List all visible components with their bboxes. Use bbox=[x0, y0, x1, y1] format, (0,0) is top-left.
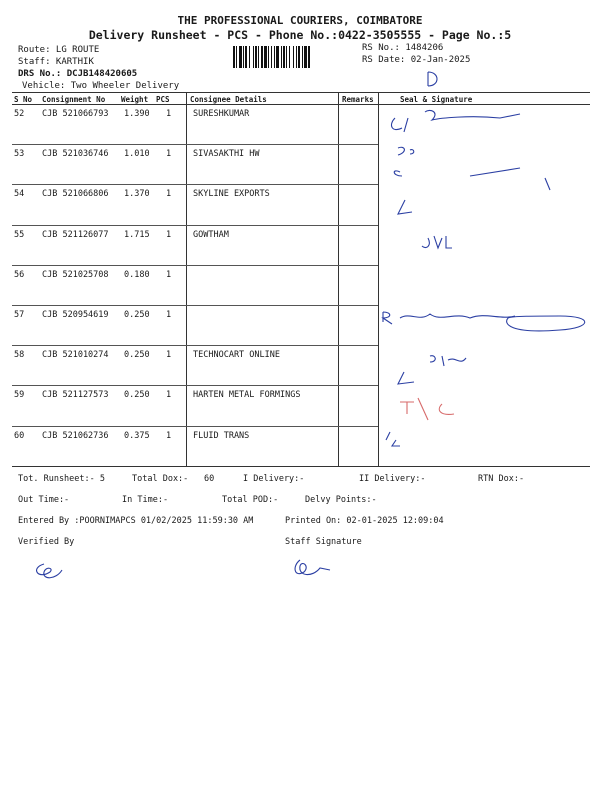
out-time: Out Time:- bbox=[18, 495, 70, 505]
staff-signature: Staff Signature bbox=[285, 537, 362, 547]
col-seal-signature: Seal & Signature bbox=[400, 95, 473, 104]
row-sno: 59 bbox=[14, 390, 25, 401]
row56-consignee-handwriting: Mahelam bbox=[212, 286, 283, 304]
row-consignment: CJB 521127573 bbox=[42, 390, 109, 401]
row-weight: 0.250 bbox=[124, 350, 150, 361]
row-weight: 1.010 bbox=[124, 149, 150, 160]
row-pcs: 1 bbox=[166, 390, 172, 401]
col-pcs: PCS bbox=[156, 95, 170, 104]
row60-sig: Ranganath 9600884300 bbox=[410, 430, 545, 443]
row52-phone: 9600884300 bbox=[432, 129, 509, 143]
row-sno: 54 bbox=[14, 189, 25, 200]
total-dox-label: Total Dox:- bbox=[132, 474, 189, 484]
staff-field: Staff: KARTHIK bbox=[18, 57, 94, 67]
row-pcs: 1 bbox=[166, 149, 172, 160]
delvy-points: Delvy Points:- bbox=[305, 495, 377, 505]
row58-sig: 8248722610 bbox=[424, 373, 482, 383]
row-weight: 0.180 bbox=[124, 269, 150, 280]
row-consignment: CJB 521010274 bbox=[42, 350, 109, 361]
row-consignee: GOWTHAM bbox=[193, 229, 229, 240]
rs-date: RS Date: 02-Jan-2025 bbox=[362, 55, 471, 65]
row-sno: 53 bbox=[14, 149, 25, 160]
row-consignee: TECHNOCART ONLINE bbox=[193, 350, 280, 361]
row-pcs: 1 bbox=[166, 430, 172, 441]
row-pcs: 1 bbox=[166, 229, 172, 240]
col-consignee: Consignee Details bbox=[190, 95, 267, 104]
row-weight: 0.250 bbox=[124, 310, 150, 320]
row-weight: 0.375 bbox=[124, 430, 150, 441]
row-consignment: CJB 520954619 bbox=[42, 310, 109, 320]
row57-sig: 9542997749 bbox=[400, 331, 477, 345]
row-weight: 0.250 bbox=[124, 390, 150, 401]
company-title: THE PROFESSIONAL COURIERS, COIMBATORE bbox=[177, 14, 423, 27]
vehicle-field: Vehicle: Two Wheeler Delivery bbox=[22, 81, 180, 91]
row-sno: 60 bbox=[14, 430, 25, 441]
total-pod: Total POD:- bbox=[222, 495, 279, 505]
col-remarks: Remarks bbox=[342, 95, 374, 104]
route-field: Route: LG ROUTE bbox=[18, 45, 100, 55]
total-dox-value: 60 bbox=[204, 474, 215, 484]
row-consignment: CJB 521066806 bbox=[42, 189, 109, 200]
row-consignee: SKYLINE EXPORTS bbox=[193, 189, 270, 200]
col-weight: Weight bbox=[121, 95, 149, 104]
row-consignee: SURESHKUMAR bbox=[193, 109, 250, 119]
row-pcs: 1 bbox=[166, 189, 172, 200]
ii-delivery: II Delivery:- bbox=[359, 474, 426, 484]
row-pcs: 1 bbox=[166, 310, 172, 320]
row-consignment: CJB 521025708 bbox=[42, 269, 109, 280]
row-weight: 1.715 bbox=[124, 229, 150, 240]
row-consignment: CJB 521036746 bbox=[42, 149, 109, 160]
row-sno: 55 bbox=[14, 229, 25, 240]
row-consignment: CJB 521126077 bbox=[42, 229, 109, 240]
row-consignee: HARTEN METAL FORMINGS bbox=[193, 390, 301, 401]
row-consignment: CJB 521062736 bbox=[42, 430, 109, 441]
row54-sig: S.Karthik 8286363796 bbox=[420, 200, 546, 213]
tot-runsheet: Tot. Runsheet:- 5 bbox=[18, 474, 105, 484]
rtn-dox: RTN Dox:- bbox=[478, 474, 525, 484]
row-consignment: CJB 521066793 bbox=[42, 109, 109, 119]
row-pcs: 1 bbox=[166, 350, 172, 361]
i-delivery: I Delivery:- bbox=[243, 474, 305, 484]
col-sno: S No bbox=[14, 95, 33, 104]
entered-by: Entered By :POORNIMAPCS 01/02/2025 11:59:30 AM bbox=[18, 516, 254, 526]
row-sno: 58 bbox=[14, 350, 25, 361]
row53-phone: 8489557879 bbox=[408, 167, 485, 181]
row56-sig: Kndle 9543134998 bbox=[398, 275, 514, 289]
drs-number: DRS No.: DCJB148420605 bbox=[18, 69, 138, 79]
rs-number: RS No.: 1484206 bbox=[362, 43, 444, 53]
row-pcs: 1 bbox=[166, 269, 172, 280]
row-pcs: 1 bbox=[166, 109, 172, 119]
row-sno: 52 bbox=[14, 109, 25, 119]
row-sno: 57 bbox=[14, 310, 25, 320]
row-consignee: SIVASAKTHI HW bbox=[193, 149, 260, 160]
printed-on: Printed On: 02-01-2025 12:09:04 bbox=[285, 516, 444, 526]
row57-note: R.Sugadesan bbox=[512, 321, 565, 330]
verified-by: Verified By bbox=[18, 537, 75, 547]
col-consignment: Consignment No bbox=[42, 95, 106, 104]
runsheet-subtitle: Delivery Runsheet - PCS - Phone No.:0422-3505555 - Page No.:5 bbox=[88, 28, 512, 42]
row57-consignee-handwriting: Echod bbox=[200, 322, 248, 340]
row-weight: 1.390 bbox=[124, 109, 150, 119]
in-time: In Time:- bbox=[122, 495, 169, 505]
row-weight: 1.370 bbox=[124, 189, 150, 200]
row-consignee: FLUID TRANS bbox=[193, 430, 250, 441]
row-sno: 56 bbox=[14, 269, 25, 280]
